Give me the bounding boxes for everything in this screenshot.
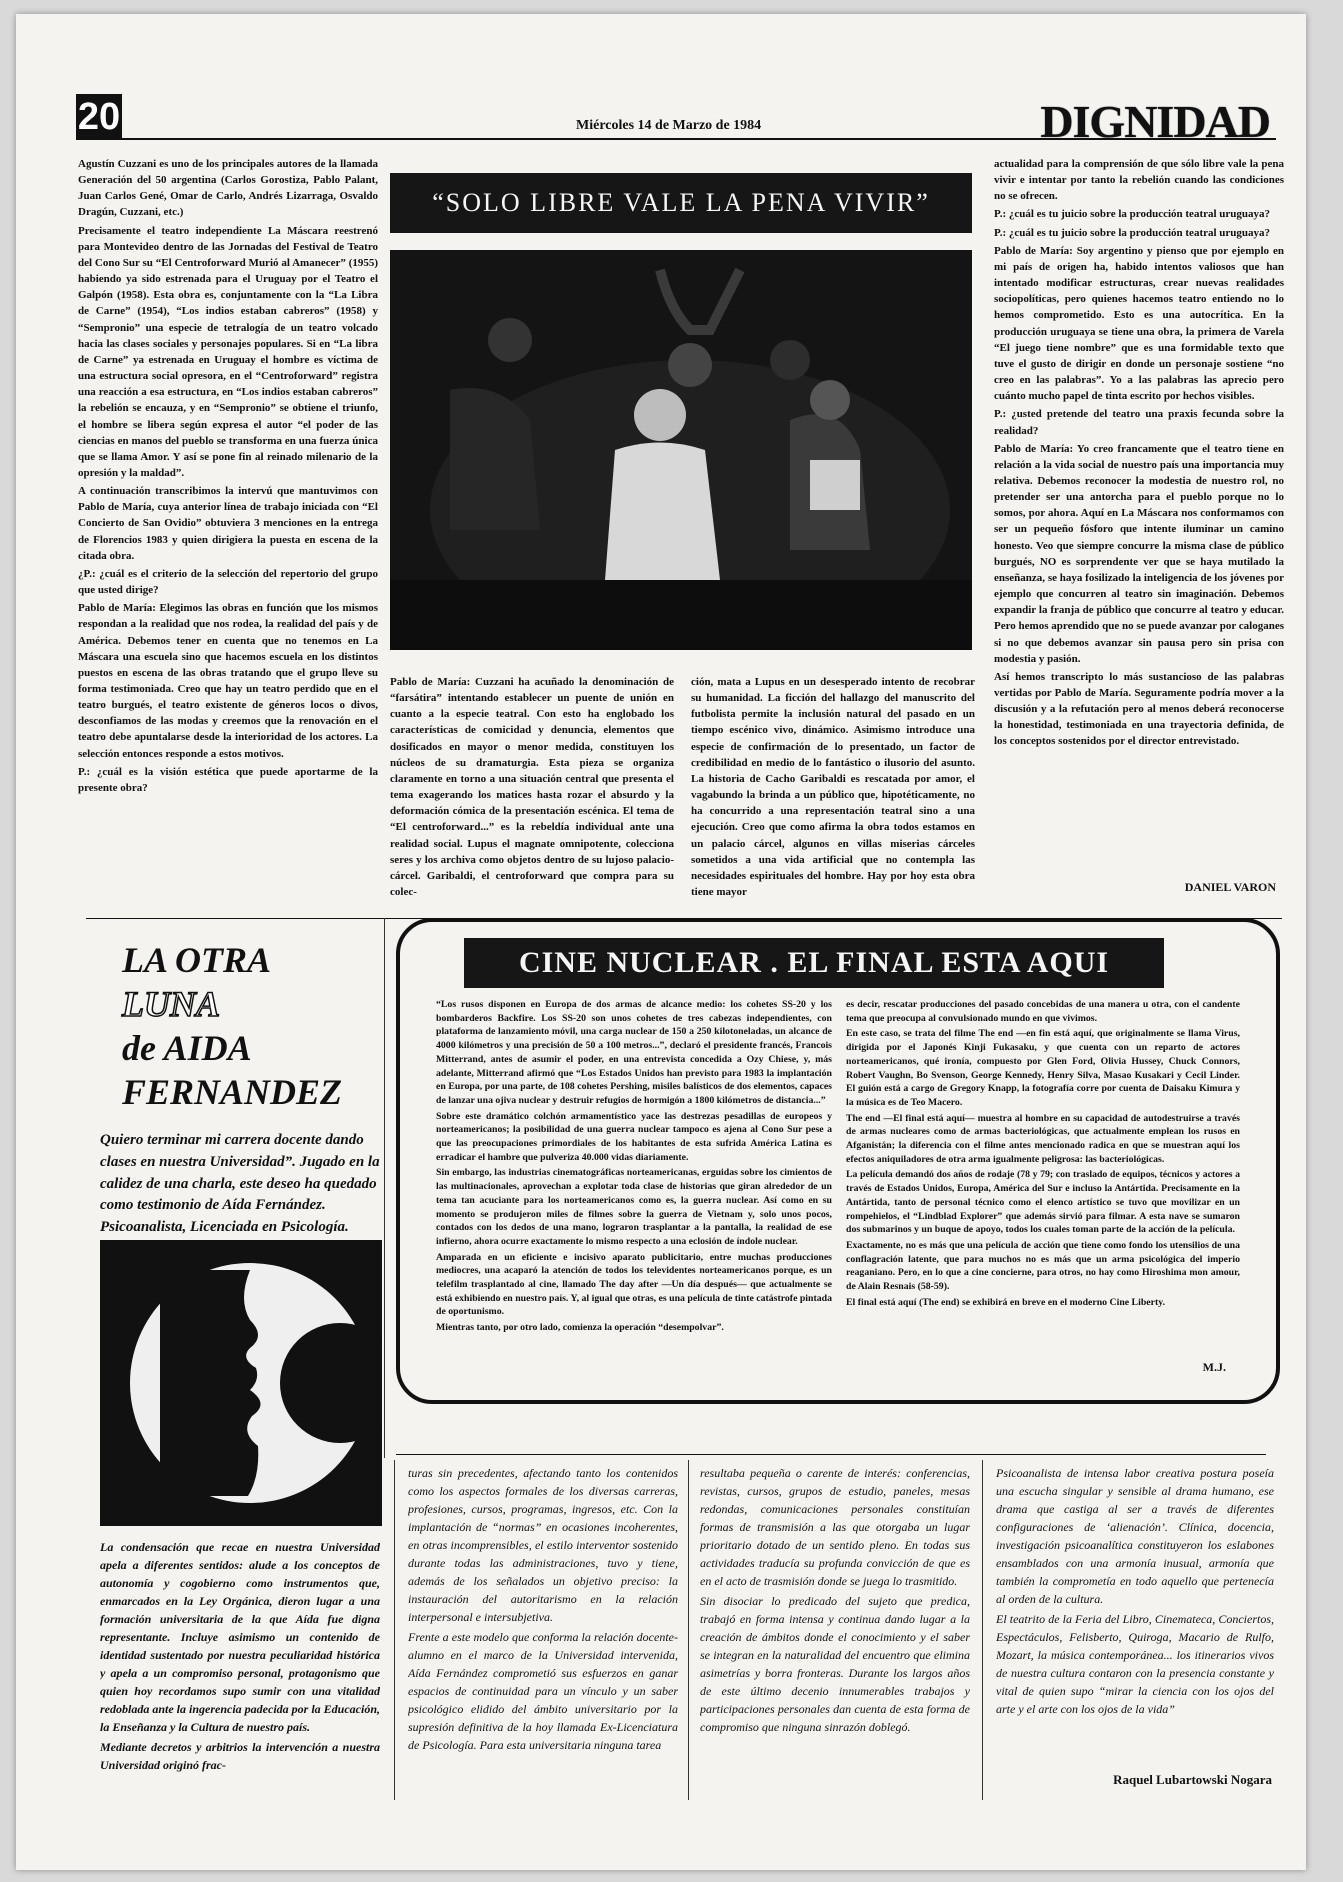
article2-paragraph: Exactamente, no es más que una película de acción que tiene como fondo los utensilios de una conflagración latente, que para muchos no es más que un arma psicológica del imperio reaganiano. Pero, en lo que a cine concierne, para otros, no hay como Hiroshima mon amour, de Alain Resnais (58-59). [846, 1239, 1240, 1293]
article2-paragraph: The end —El final está aquí— muestra al hombre en su capacidad de autodestruirse a través de armas nucleares como de armas bacteriológicas, que actualmente emplean los rusos en Afganistán; la diferencia con el filme antes mencionado radica en que se muestran aquí los efectos aniquiladores de otra arma igualmente peligrosa: las bacteriológicas. [846, 1112, 1240, 1165]
article2-paragraph: El final está aquí (The end) se exhibirá en breve en el moderno Cine Liberty. [846, 1296, 1166, 1308]
article2-paragraph: En este caso, se trata del filme The end —en fin está aquí, que originalmente se llama Virus, dirigida por el Japonés Kinji Fukasaku, y que cuenta con un reparto de actores norteamericanos, qué ironía, compuesto por Glen Ford, Olivia Hussey, Chuck Connors, Robert Vaughn, Bo Svenson, George Kennedy, Henry Silva, Masao Kusakari y Cecil Linder. El guión está a cargo de Gregory Knapp, la fotografía corre por cuenta de Daisaku Kimura y la música es de Teo Macero. [846, 1028, 1240, 1108]
article1-paragraph: Precisamente el teatro independiente La Máscara reestrenó para Montevideo dentro de las Jornadas del Festival de Teatro del Cono Sur su “El Centroforward Murió al Amanecer” (1955) habiendo ya sido estrenada para el Uruguay por el Teatro el Galpón (1958). Esta obra es, conjuntamente con la “La Libra de Carne” (1954), “Los indios estaban cabreros” (1958) y “Sempronio” una especie de tetralogía de un teatro volcado hacia las clases sociales y personajes populares. Si en “La libra de Carne” ya estrenada en Uruguay el hombre es víctima de una estructura social opresora, en el “Centroforward” registra una reacción a esa estructura, en “Los indios estaban cabreros” la rebelión se encauza, y en “Sempronio” se obtiene el triunfo, el hombre se libera según expresa el autor “el poder de las ciencias en manos del pueblo se transforma en una fuerza única que se llama Amor. Y así se pone fin al reinado milenario de la opresión y la maldad”. [78, 224, 378, 479]
article1-paragraph: P.: ¿usted pretende del teatro una praxis fecunda sobre la realidad? [994, 408, 1284, 437]
article1-paragraph: Pablo de María: Soy argentino y pienso que por ejemplo en mi país de origen ha, habido intentos valiosos que han intentado modificar estructuras, crear nuevas realidades sociopolíticas, pero quienes hacemos teatro entiendo no lo hemos comprometido. Esto es una autocrítica. En la producción uruguaya se tiene una obra, la primera de Varela “El juego tiene nombre” que es una formidable texto que tuve el gusto de dirigir en donde un personaje sostiene “no creo en las palabras”. Yo a las palabras las aprecio pero cuánto mucho papel de tinta escrito por hechos visibles. [994, 244, 1284, 403]
article1-middle-column-b [691, 674, 975, 902]
article1-left-column [78, 156, 378, 901]
article3-title-line: FERNANDEZ [122, 1072, 343, 1112]
article3-title-line: LUNA [122, 984, 220, 1024]
column-divider [688, 1460, 689, 1800]
article3-title-line: LA OTRA [122, 940, 272, 980]
article1-headline [390, 173, 972, 233]
article1-right-column [994, 156, 1284, 871]
moon-profile-illustration [100, 1240, 382, 1526]
article2-headline-text: CINE NUCLEAR . EL FINAL ESTA AQUI [518, 946, 1110, 979]
article2-paragraph: Sobre este dramático colchón armamentístico yace las destrezas pesadillas de europeos y norteamericanos; la posibilidad de una guerra nuclear tampoco es ajena al Cono Sur pese a que las preocupaciones primordiales de los habitantes de esta sufrida América Latina es erradicar el hambre que pulveriza 40.000 vidas diariamente. [436, 1110, 832, 1163]
article3-title-line: de AIDA [122, 1028, 252, 1068]
article3-column-2 [408, 1464, 678, 1800]
theater-scene-illustration [390, 250, 972, 650]
article2-right-column [846, 998, 1240, 1350]
article2-left-column [436, 998, 832, 1370]
article1-paragraph: A continuación transcribimos la intervú que mantuvimos con Pablo de María, cuya anterior línea de trabajo iniciada con “El Concierto de San Ovidio” obtuviera 3 menciones en la entrega de Florencios 1983 y quien dirigiera la puesta en escena de la citada obra. [78, 485, 378, 562]
article2-paragraph: “Los rusos disponen en Europa de dos armas de alcance medio: los cohetes SS-20 y los bombarderos Backfire. Los SS-20 son unos cohetes de tres cabezas independientes, con plataforma de lanzamiento móvil, una carga nuclear de 150 a 250 kilotoneladas, un alcance de 4000 kilómetros y una precisión de 50 a 100 metros...”, declaró el presidente francés, Francois Mitterrand, antes de asumir el poder, en una entrevista concedida a Ozy Chiese, y, más adelante, Mitterrand afirmó que “Los Estados Unidos han previsto para 1983 la implantación en Europa, por una parte, de 108 cohetes Pershing, misiles balísticos de dos elementos, capaces de lanzar una ojiva nuclear y destruir refugios de hormigón a 1800 kilómetros de distancia...” [436, 999, 832, 1106]
page-number: 20 [77, 96, 121, 138]
article3-paragraph: El teatrito de la Feria del Libro, Cinemateca, Conciertos, Espectáculos, Felisberto, Quiroga, Macario de Rulfo, Mozart, la música contemporánea... los itinerarios vivos de nuestra cultura contaron con la presencia constante y vital de quien supo “mirar la ciencia con los ojos del arte y el arte con los ojos de la vida” [996, 1612, 1274, 1716]
article2-paragraph: Amparada en un eficiente e incisivo aparato publicitario, entre muchas producciones mediocres, una acaparó la atención de todos los televidentes norteamericanos porque, es un telefilm trasplantado al cine, llamado The day after —Un día después— que actualmente se está exhibiendo en nuestro país. Y, al igual que otras, es una película de tinte catástrofe pintada de oportunismo. [436, 1251, 832, 1318]
article3-paragraph: La condensación que recae en nuestra Universidad apela a diferentes sentidos: alude a los conceptos de autonomía y cogobierno como instrumentos que, enmarcados en la Ley Orgánica, dieron lugar a una formación universitaria de la que Aída fue digna representante. Incluye asimismo un contenido de identidad sustentado por nuestra peculiaridad histórica y apela a un compromiso personal, protagonismo que quien hoy recordamos supo sumir con una vitalidad redoblada ante la ingerencia padecida por la Educación, la Enseñanza y la Cultura de nuestro país. [100, 1540, 380, 1734]
article1-paragraph: Pablo de María: Cuzzani ha acuñado la denominación de “farsátira” intentando establecer un puente de unión en cuanto a la especie teatral. Con esto ha englobado los características de comicidad y denuncia, elementos que dosificados en mayor o menor medida, constituyen los núcleos de su dramaturgia. Esta pieza se organiza claramente en torno a una situación central que presenta el tema exagerando los matices hasta rozar el absurdo y la deformación cómica de la presentación escénica. El tema de “El centroforward...” es la rebeldía individual ante una realidad social. Lupus el magnate omnipotente, colecciona seres y los archiva como objetos dentro de su lujoso palacio-cárcel. Garibaldi, el centroforward que compra para su colec- [390, 676, 674, 899]
article3-title [122, 938, 382, 1114]
article3-paragraph: Psicoanalista de intensa labor creativa postura poseía una escucha singular y sensible al drama humano, ese drama que castiga al ser a través de diferentes configuraciones de ‘alienación’. Clínica, docencia, investigación psicoanalítica constituyeron los eslabones ensamblados con una armonía inusual, armonía que también la comprometía en todo aquello que pertenecía al orden de la cultura. [996, 1466, 1274, 1606]
article1-paragraph: Pablo de María: Elegimos las obras en función que los mismos respondan a la realidad que nos rodea, la realidad del país y de América. Debemos tener en cuenta que no tenemos en La Máscara una escuela sino que hacemos escuela en los distintos puestos en escena de las obras tratando que el grupo lleve su forma testimoniada. Creo que hay un teatro perdido que en el teatro burgués, el teatro existente de géneros locos o divos, desconfiamos de las modas y creemos que la renovación en el teatro debe apuntalarse desde la interioridad de los actores. La selección entonces responde a estos motivos. [78, 602, 378, 760]
article1-paragraph: ción, mata a Lupus en un desesperado intento de recobrar su humanidad. La ficción del hallazgo del manuscrito del futbolista permite la inclusión natural del pasado en un tiempo escénico vivo, dinámico. Asimismo introduce una especie de confirmación de lo presentado, un factor de credibilidad en medio de lo fantástico o ilusorio del asunto. La historia de Cacho Garibaldi es rescatada por amor, el vagabundo la brinda a un público que, hipotéticamente, no ha concurrido a una representación teatral sino a una ejecución. Creo que como afirma la obra todos estamos en un palacio cárcel, algunos en villas miserias cárceles sometidos a una vida artificial que no contempla las necesidades espirituales del hombre. Hay por hoy esta obra tiene mayor [691, 676, 975, 899]
article2-paragraph: es decir, rescatar producciones del pasado concebidas de una manera u otra, con el candente tema que preocupa al convulsionado mundo en que vivimos. [846, 999, 1240, 1024]
article1-headline-text: “SOLO LIBRE VALE LA PENA VIVIR” [432, 188, 930, 217]
article3-paragraph: Frente a este modelo que conforma la relación docente-alumno en el marco de la Universidad intervenida, Aída Fernández comprometió sus esfuerzos en ganar espacios de continuidad para un vínculo y un saber psicológico elidido del ámbito universitario por la supresión definitiva de la hoy llamada Ex-Licenciatura de Psicología. Para esta universitaria ninguna tarea [408, 1630, 678, 1752]
article2-paragraph: La película demandó dos años de rodaje (78 y 79; con traslado de equipos, técnicos y actores a través de Estados Unidos, Europa, América del Sur e incluso la Antártida. Precisamente en la Antártida, tanto de personal técnico como el elenco artístico se tuvo que movilizar en un rompehielos, el “Lindblad Explorer” que además sirvió para filmar. A esta nave se sumaron dos submarinos y un buque de apoyo, todos los cuales toman parte de la acción de la película. [846, 1169, 1240, 1236]
article3-paragraph: Mediante decretos y arbitrios la intervención a nuestra Universidad originó frac- [100, 1740, 380, 1772]
article1-paragraph: Pablo de María: Yo creo francamente que el teatro tiene en relación a la vida social de nuestro país una importancia muy relativa. Debemos reconocer la modestia de nuestro rol, no pretender ser una antorcha para el pueblo porque no lo somos, por ahora. Aquí en La Máscara nos conformamos con ser un pequeño fósforo que intente iluminar un camino honesto. Veo que siempre concurre la misma clase de público burgués, NO es sorprendente ver que se haya mutilado la enseñanza, se haya fosilizado la inteligencia de los jóvenes por ejemplo que concurren al teatro sin imaginación. Debemos expandir la franja de público que concurre al teatro y educar. Pero hemos aprendido que no se puede avanzar por caloganes si no que debemos avanzar sin pausa pero sin prisa con modestia y pasión. [994, 442, 1284, 665]
article3-column-4 [996, 1464, 1274, 1754]
article1-middle-column-a [390, 674, 674, 902]
newspaper-page [16, 14, 1306, 1870]
article3-paragraph: resultaba pequeña o carente de interés: conferencias, revistas, cursos, grupos de estudio, paneles, mesas redondas, comunicaciones personales constituían formas de transmisión a las que otorgaba un lugar prioritario dotado de un sentido pleno. En todas sus actividades traducía su profunda convicción de que es en el acto de trasmisión donde se juega lo trasmitido. [700, 1466, 970, 1588]
article2-paragraph: Sin embargo, las industrias cinematográficas norteamericanas, erguidas sobre los cimientos de las multinacionales, aprovechan a explotar toda clase de historias que giran alrededor de un tema tan acuciante para los norteamericanos como es, la guerra nuclear. Así como en su momento se produjeron miles de filmes sobre la guerra de Vietnam y, solo unos pocos, contados con los dedos de una mano, lograron trasplantar a la pantalla, la realidad de ese infierno, ahora ocurre exactamente lo mismo respecto a una eclosión de índole nuclear. [436, 1167, 832, 1247]
article1-paragraph: P.: ¿cuál es tu juicio sobre la producción teatral uruguaya? [994, 208, 1271, 221]
article3-column-1 [100, 1538, 380, 1798]
column-divider [394, 1460, 395, 1800]
article1-paragraph: actualidad para la comprensión de que sólo libre vale la pena vivir e intentar por tanto la rebelión cuando las condiciones no se ofrecen. [994, 158, 1284, 203]
article1-paragraph: ¿P.: ¿cuál es el criterio de la selección del repertorio del grupo que usted dirige? [78, 567, 378, 597]
article3-paragraph: turas sin precedentes, afectando tanto los contenidos como los aspectos formales de los diversas carreras, profesiones, cursos, programas, ingresos, etc. Con la implantación de “normas” en ocasiones incoherentes, en otras incomprensibles, el estilo interventor sostenido durante todas las administraciones, tuvo y tiene, además de los señalados un objetivo preciso: la instauración del autoritarismo en la relación interpersonal e intersubjetiva. [408, 1466, 678, 1624]
article3-intro: Quiero terminar mi carrera docente dando clases en nuestra Universidad”. Jugado en la calidez de una charla, este deseo ha quedado como testimonio de Aída Fernández. Psicoanalista, Licenciada en Psicología. [100, 1132, 380, 1235]
article2-headline [464, 938, 1164, 988]
article2-paragraph: Mientras tanto, por otro lado, comienza la operación “desempolvar”. [436, 1322, 724, 1334]
crescent-moon-icon [100, 1240, 382, 1526]
theater-photo [390, 250, 972, 650]
article3-column-3 [700, 1464, 970, 1800]
article1-paragraph: P.: ¿cuál es la visión estética que puede aportarme de la presente obra? [78, 765, 378, 794]
aida-divider [396, 1454, 1266, 1455]
issue-date: Miércoles 14 de Marzo de 1984 [576, 118, 762, 133]
article3-paragraph: Sin disociar lo predicado del sujeto que predica, trabajó en forma intensa y continua dando lugar a la creación de ámbitos donde el conocimiento y el saber se integran en la naturalidad del encuentro que elimina asimetrías y borra fronteras. Durante los largos años de este último decenio innumerables trabajos y participaciones personales dan cuenta de esta forma de compromiso que ninguna sinrazón doblegó. [700, 1594, 970, 1734]
article1-byline: DANIEL VARON [1184, 880, 1276, 894]
article2-byline: M.J. [1202, 1360, 1226, 1374]
column-divider [982, 1460, 983, 1800]
column-divider [384, 918, 385, 1458]
article1-paragraph: Así hemos transcripto lo más sustancioso de las palabras vertidas por Pablo de María. Seguramente podría mover a la discusión y a la refutación pero al menos deberá reconocerse la honestidad, testimoniada en una trayectoria definida, de los conceptos sostenidos por el director entrevistado. [994, 670, 1284, 748]
article3-byline: Raquel Lubartowski Nogara [1113, 1772, 1272, 1787]
article1-paragraph: P.: ¿cuál es tu juicio sobre la producción teatral uruguaya? [994, 226, 1271, 239]
masthead: DIGNIDAD [1040, 96, 1270, 147]
article1-paragraph: Agustín Cuzzani es uno de los principales autores de la llamada Generación del 50 argentina (Carlos Gorostiza, Pablo Palant, Juan Carlos Gené, Omar de Carlo, Andrés Lizarraga, Osvaldo Dragún, Cuzzani, etc.) [78, 158, 378, 219]
